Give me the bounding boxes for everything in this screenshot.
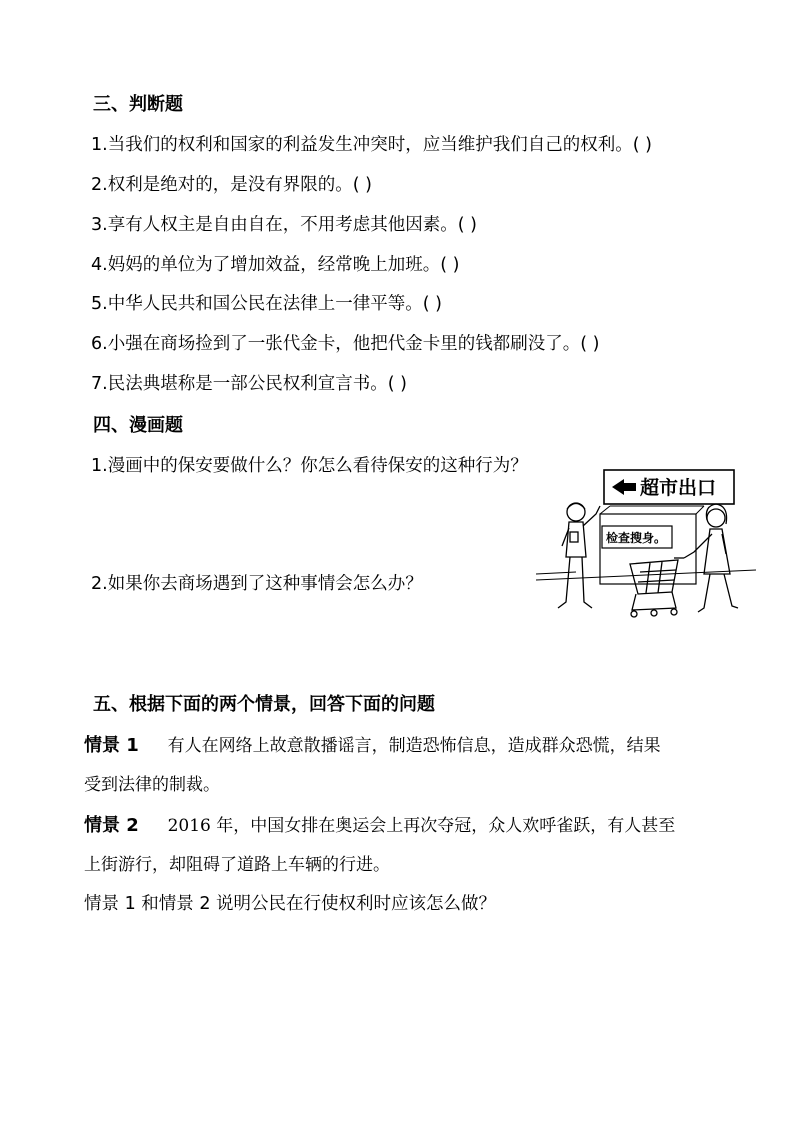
judgment-item-2: 2.权利是绝对的，是没有界限的。( ) xyxy=(91,175,372,195)
search-sign xyxy=(602,526,672,548)
scene-2-label: 情景 2 xyxy=(84,815,139,836)
scene-2-line-1 xyxy=(84,811,675,837)
judgment-item-6: 6.小强在商场捡到了一张代金卡，他把代金卡里的钱都刷没了。( ) xyxy=(91,334,600,354)
scene-1-line-2: 受到法律的制裁。 xyxy=(84,775,220,795)
scene-question: 情景 1 和情景 2 说明公民在行使权利时应该怎么做？ xyxy=(84,894,497,914)
shopping-cart xyxy=(630,558,684,617)
judgment-item-3: 3.享有人权主是自由自在，不用考虑其他因素。( ) xyxy=(91,215,477,235)
scene-2-text: 2016 年，中国女排在奥运会上再次夺冠，众人欢呼雀跃，有人甚至 xyxy=(167,816,676,836)
exit-sign-text: 超市出口 xyxy=(640,477,717,499)
section-4-title: 四、漫画题 xyxy=(93,415,183,436)
cartoon-question-1: 1.漫画中的保安要做什么？你怎么看待保安的这种行为？ xyxy=(91,456,528,476)
woman-figure xyxy=(684,504,738,612)
section-5-title: 五、根据下面的两个情景，回答下面的问题 xyxy=(93,694,435,715)
cartoon-question-2: 2.如果你去商场遇到了这种事情会怎么办？ xyxy=(91,574,423,594)
security-guard-figure xyxy=(558,503,600,608)
scene-1-text: 有人在网络上故意散播谣言，制造恐怖信息，造成群众恐慌，结果 xyxy=(167,736,661,756)
judgment-item-5: 5.中华人民共和国公民在法律上一律平等。( ) xyxy=(91,294,442,314)
judgment-item-1: 1.当我们的权利和国家的利益发生冲突时，应当维护我们自己的权利。( ) xyxy=(91,135,652,155)
exit-sign xyxy=(604,470,734,504)
scene-1-line-1 xyxy=(84,731,661,757)
scene-2-line-2: 上街游行，却阻碍了道路上车辆的行进。 xyxy=(84,855,390,875)
search-sign-text: 检查搜身。 xyxy=(606,531,667,545)
judgment-item-7: 7.民法典堪称是一部公民权利宣言书。( ) xyxy=(91,374,407,394)
judgment-item-4: 4.妈妈的单位为了增加效益，经常晚上加班。( ) xyxy=(91,255,460,275)
scene-1-label: 情景 1 xyxy=(84,735,139,756)
security-check-cartoon xyxy=(536,462,756,624)
section-3-title: 三、判断题 xyxy=(93,94,183,115)
